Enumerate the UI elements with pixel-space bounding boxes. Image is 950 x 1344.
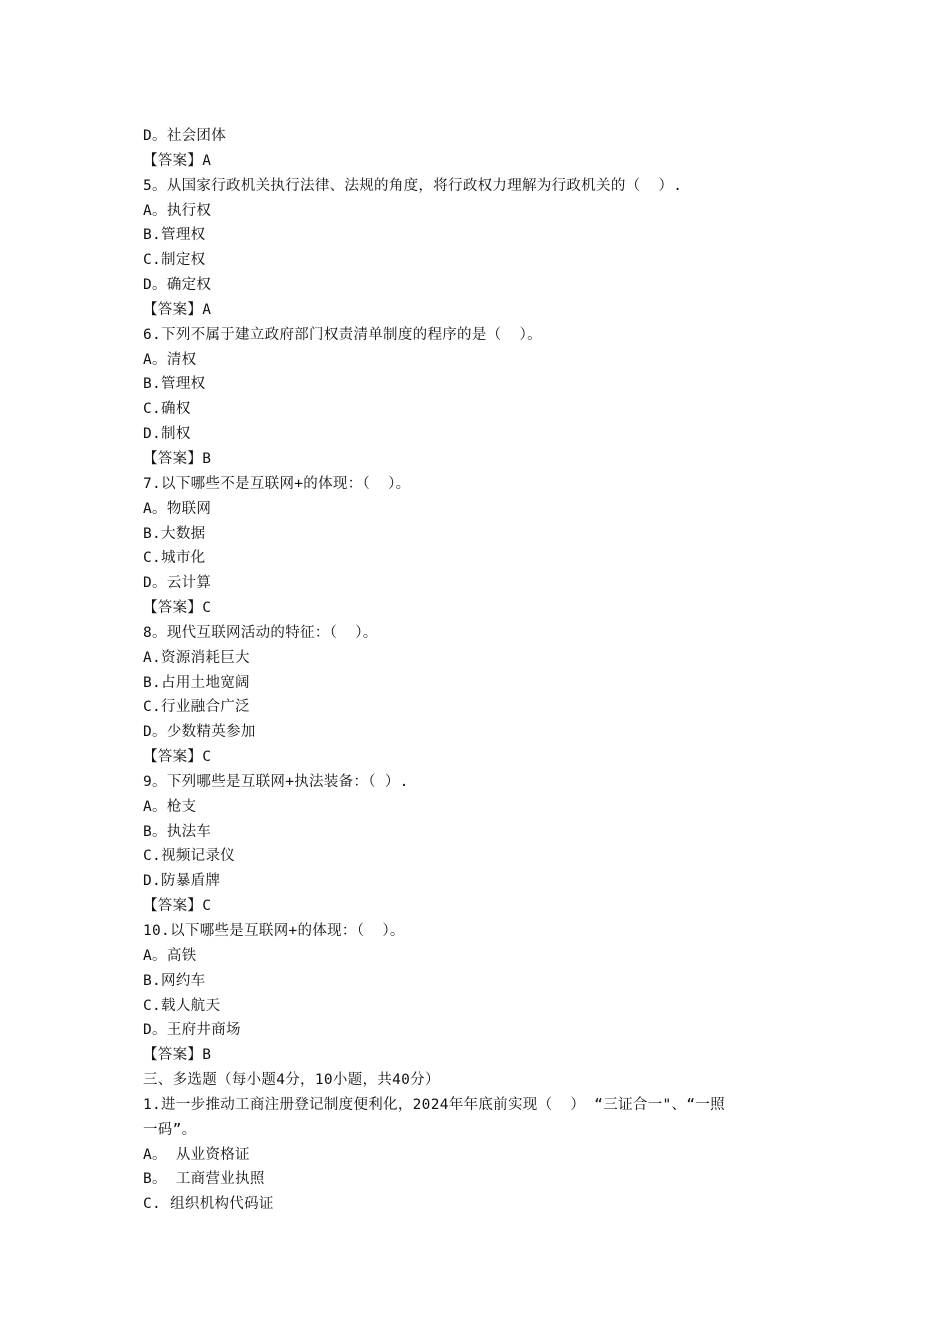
- document-body: [143, 124, 823, 1217]
- option-a-q7: A。物联网: [143, 500, 212, 517]
- multi-question-1-line-1: 1.进一步推动工商注册登记制度便利化，2024年年底前实现（ ） “三证合一"、“一照: [143, 1096, 725, 1113]
- option-b-q9: B。执法车: [143, 823, 212, 840]
- option-b-q7: B.大数据: [143, 525, 206, 542]
- option-d-q10: D。王府井商场: [143, 1022, 241, 1039]
- question-9: 9。下列哪些是互联网+执法装备：（ ）.: [143, 773, 409, 790]
- question-8: 8。现代互联网活动的特征：（ ）。: [143, 624, 378, 641]
- option-c-q8: C.行业融合广泛: [143, 699, 250, 716]
- option-c-q5: C.制定权: [143, 252, 206, 269]
- answer-q9: 【答案】C: [143, 898, 212, 915]
- option-d-q8: D。少数精英参加: [143, 724, 256, 741]
- section-heading-multiple-choice: 三、多选题（每小题4分，10小题，共40分）: [143, 1072, 440, 1089]
- multi-question-1-line-2: 一码”。: [143, 1121, 197, 1138]
- answer-q6: 【答案】B: [143, 450, 212, 467]
- option-b-q10: B.网约车: [143, 972, 206, 989]
- option-b-q6: B.管理权: [143, 376, 206, 393]
- option-b-q5: B.管理权: [143, 227, 206, 244]
- option-d-q4: D。社会团体: [143, 128, 227, 144]
- option-b-q8: B.占用土地宽阔: [143, 674, 250, 691]
- option-d-q9: D.防暴盾牌: [143, 873, 221, 890]
- answer-q4: 【答案】A: [143, 152, 212, 169]
- option-a-q10: A。高铁: [143, 947, 197, 964]
- option-c-q6: C.确权: [143, 401, 191, 418]
- answer-q8: 【答案】C: [143, 749, 212, 766]
- question-6: 6.下列不属于建立政府部门权责清单制度的程序的是（ ）。: [143, 326, 542, 343]
- question-5: 5。从国家行政机关执行法律、法规的角度，将行政权力理解为行政机关的（ ）.: [143, 177, 683, 194]
- option-d-q7: D。云计算: [143, 575, 212, 592]
- answer-q10: 【答案】B: [143, 1047, 212, 1064]
- question-7: 7.以下哪些不是互联网+的体现：（ ）。: [143, 475, 411, 492]
- option-a-multi-q1: A。 从业资格证: [143, 1146, 250, 1163]
- answer-q5: 【答案】A: [143, 301, 212, 318]
- option-c-multi-q1: C. 组织机构代码证: [143, 1196, 274, 1213]
- option-a-q5: A。执行权: [143, 202, 212, 219]
- option-a-q6: A。清权: [143, 351, 197, 368]
- option-c-q7: C.城市化: [143, 550, 206, 567]
- option-a-q9: A。枪支: [143, 798, 197, 815]
- option-d-q6: D.制权: [143, 426, 191, 443]
- answer-q7: 【答案】C: [143, 600, 212, 617]
- option-b-multi-q1: B。 工商营业执照: [143, 1171, 265, 1188]
- option-c-q10: C.载人航天: [143, 997, 221, 1014]
- option-a-q8: A.资源消耗巨大: [143, 649, 250, 666]
- option-d-q5: D。确定权: [143, 277, 212, 294]
- option-c-q9: C.视频记录仪: [143, 848, 236, 865]
- question-10: 10.以下哪些是互联网+的体现：（ ）。: [143, 923, 405, 939]
